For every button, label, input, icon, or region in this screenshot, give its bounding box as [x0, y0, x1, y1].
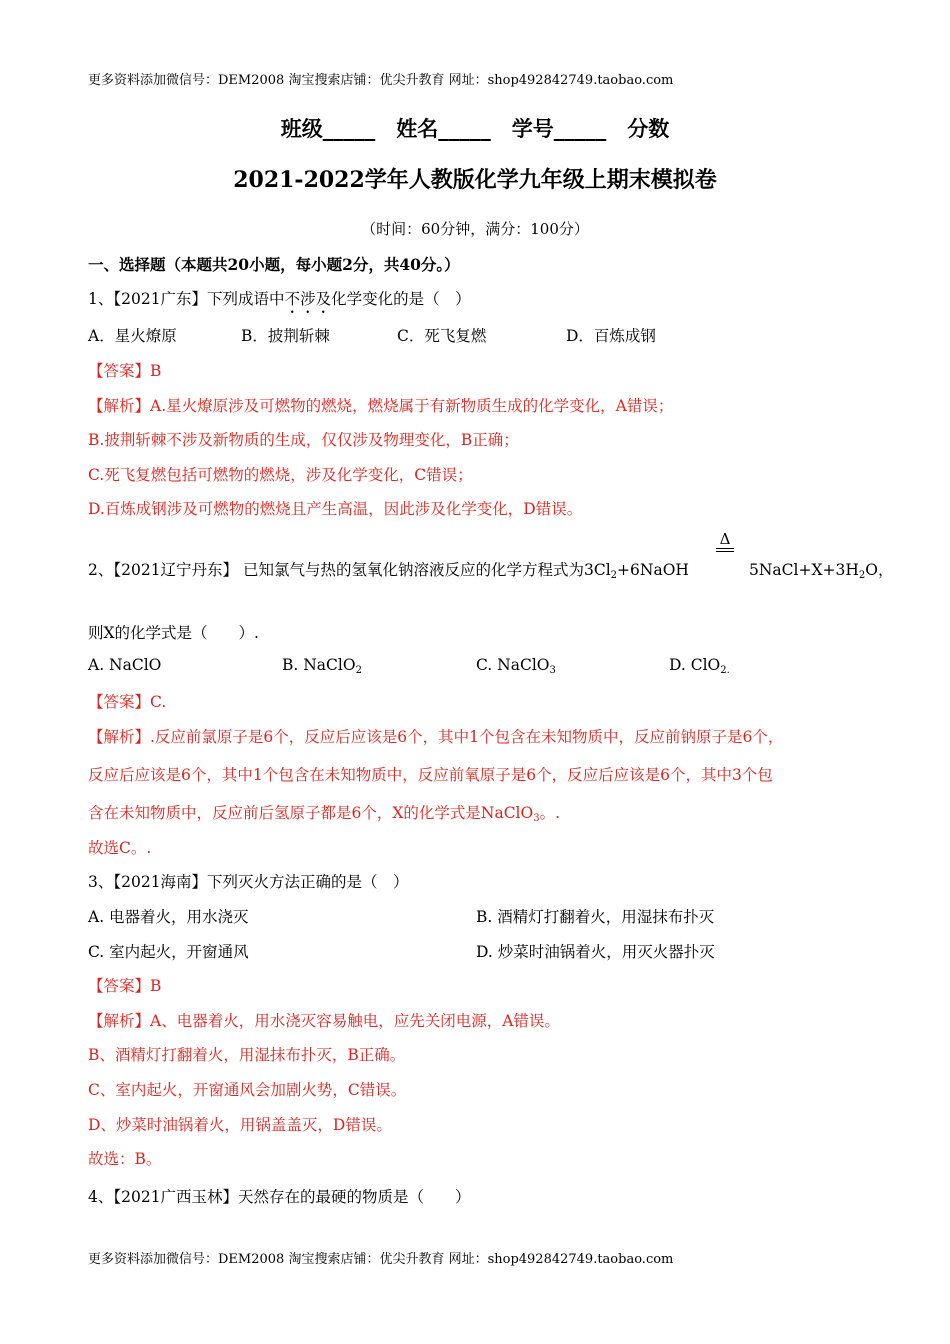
subscript: 2.	[720, 665, 730, 676]
question-4-stem: 4、【2021广西玉林】天然存在的最硬的物质是（ ）	[88, 1188, 471, 1206]
question-1-stem	[88, 287, 471, 317]
subscript: 2	[858, 570, 866, 581]
stem-text: 化学变化的是（ ）	[331, 290, 471, 308]
q2-option-d	[669, 656, 730, 674]
exam-meta: （时间：60分钟，满分：100分）	[361, 220, 589, 238]
subscript: 2	[610, 570, 618, 581]
footer-note: 更多资料添加微信号：DEM2008 淘宝搜索店铺：优尖升教育 网址：shop492842749.taobao.com	[88, 1252, 674, 1267]
stem-text: +6NaOH	[617, 561, 689, 579]
q3-answer: 【答案】B	[88, 977, 162, 995]
q3-option-a: A. 电器着火，用水浇灭	[88, 908, 249, 926]
option-text: C. NaClO	[476, 656, 550, 674]
q1-option-c: C．死飞复燃	[397, 327, 487, 345]
q3-analysis-line: D、炒菜时油锅着火，用锅盖盖灭，D错误。	[88, 1116, 392, 1134]
option-text: D. ClO	[669, 656, 721, 674]
stem-text: 2、【2021辽宁丹东】 已知氯气与热的氢氧化钠溶液反应的化学方程式为3Cl	[88, 561, 611, 579]
q2-answer: 【答案】C.	[88, 693, 167, 711]
exam-title: 2021-2022学年人教版化学九年级上期末模拟卷	[233, 167, 717, 193]
q2-option-c	[476, 656, 556, 674]
q3-analysis-line: C、室内起火，开窗通风会加剧火势，C错误。	[88, 1081, 407, 1099]
q2-analysis-line: 反应后应该是6个，其中1个包含在未知物质中，反应前氧原子是6个，反应后应该是6个，其中3个包	[88, 766, 773, 784]
equation-sign	[716, 548, 734, 552]
analysis-text: 含在未知物质中，反应前后氢原子都是6个，X的化学式是NaClO	[88, 804, 534, 822]
q3-option-b: B. 酒精灯打翻着火，用湿抹布扑灭	[476, 908, 715, 926]
q3-option-d: D. 炒菜时油锅着火，用灭火器扑灭	[476, 943, 715, 961]
header-note: 更多资料添加微信号：DEM2008 淘宝搜索店铺：优尖升教育 网址：shop492842749.taobao.com	[88, 73, 674, 88]
q3-conclusion: 故选：B。	[88, 1150, 162, 1168]
q1-option-d: D．百炼成钢	[566, 327, 656, 345]
q2-option-a: A. NaClO	[88, 656, 162, 674]
question-3-stem: 3、【2021海南】下列灭火方法正确的是（ ）	[88, 873, 409, 891]
q2-option-b	[282, 656, 362, 674]
q1-analysis-line: B.披荆斩棘不涉及新物质的生成，仅仅涉及物理变化，B正确；	[88, 431, 519, 449]
q2-analysis-line: 【解析】.反应前氯原子是6个，反应后应该是6个，其中1个包含在未知物质中，反应前钠原子是6个，	[88, 728, 784, 746]
analysis-text: 。.	[539, 804, 561, 822]
q3-option-c: C. 室内起火，开窗通风	[88, 943, 249, 961]
q1-option-a: A．星火燎原	[88, 327, 177, 345]
q1-analysis-line: C.死飞复燃包括可燃物的燃烧，涉及化学变化，C错误；	[88, 466, 473, 484]
question-2-stem	[88, 558, 689, 580]
question-2-stem-line2: 则X的化学式是（ ）.	[88, 624, 259, 642]
option-text: B. NaClO	[282, 656, 356, 674]
q1-answer: 【答案】B	[88, 362, 162, 380]
q1-analysis-line: 【解析】A.星火燎原涉及可燃物的燃烧，燃烧属于有新物质生成的化学变化，A错误；	[88, 397, 674, 415]
student-info: 班级_____ 姓名_____ 学号_____ 分数	[280, 116, 670, 141]
q2-conclusion: 故选C。.	[88, 839, 152, 857]
stem-text: 1、【2021广东】下列成语中	[88, 290, 285, 308]
q3-analysis-line: 【解析】A、电器着火，用水浇灭容易触电，应先关闭电源，A错误。	[88, 1012, 560, 1030]
heating-condition-symbol	[716, 530, 734, 552]
q2-analysis-line	[88, 801, 560, 823]
emphasized-text: 不涉及	[284, 290, 332, 308]
stem-text: O，	[865, 561, 894, 579]
q1-analysis-line: D.百炼成钢涉及可燃物的燃烧且产生高温，因此涉及化学变化，D错误。	[88, 500, 583, 518]
delta-symbol: Δ	[719, 530, 731, 548]
section-heading: 一、选择题（本题共20小题，每小题2分，共40分。）	[88, 255, 460, 274]
q1-option-b: B．披荆斩棘	[241, 327, 330, 345]
subscript: 3	[549, 665, 556, 676]
stem-text: 5NaCl+X+3H	[749, 561, 859, 579]
subscript: 2	[355, 665, 362, 676]
question-2-stem-products	[749, 558, 893, 580]
subscript: 3	[533, 813, 540, 824]
q3-analysis-line: B、酒精灯打翻着火，用湿抹布扑灭，B正确。	[88, 1046, 406, 1064]
